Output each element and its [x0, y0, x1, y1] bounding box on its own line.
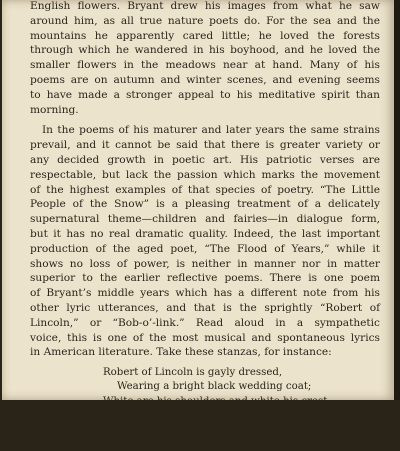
poem-stanza [103, 366, 380, 451]
text-line: to have made a stronger appeal to his meditative spirit than [30, 88, 380, 101]
text-line: shows no loss of power, is neither in manner nor in matter [30, 257, 380, 270]
text-line: through which he wandered in his boyhood, and he loved the [30, 44, 380, 57]
text-line: supernatural theme—children and fairies—in dialogue form, [30, 213, 380, 226]
text-line: respectable, but lack the passion which marks the movement [30, 168, 380, 181]
text-line: production of the aged poet, “The Flood of Years,” while it [30, 242, 380, 255]
text-line: around him, as all true nature poets do. For the sea and the [30, 14, 380, 27]
poem-line: Robert of Lincoln is gayly dressed, [103, 367, 283, 379]
text-line: smaller flowers in the meadows near at hand. Many of his [30, 59, 380, 72]
text-line: of the highest examples of that species of poetry. “The Little [30, 183, 380, 196]
text-line: voice, this is one of the most musical and spontaneous lyrics [30, 331, 380, 344]
text-line: In the poems of his maturer and later years the same strains [42, 124, 380, 137]
book-page [2, 0, 396, 450]
text-line: in American literature. Take these stanzas, for instance: [30, 346, 332, 359]
page-text [30, 0, 380, 451]
paragraph-2 [30, 123, 380, 360]
text-line: prevail, and it cannot be said that there is greater variety or [30, 139, 380, 152]
poem-line: Hear him call in his merry note: [117, 409, 283, 421]
poem-line: White are his shoulders and white his crest, [103, 395, 331, 407]
text-line: English flowers. Bryant drew his images from what he saw [30, 0, 380, 12]
text-line: but it has no real dramatic quality. Indeed, the last important [30, 227, 380, 240]
text-line: of Bryant’s middle years which has a different note from his [30, 287, 380, 300]
text-line: Lincoln,” or “Bob-o’-link.” Read aloud in a sympathetic [30, 316, 380, 329]
text-line: any decided growth in poetic art. His patriotic verses are [30, 153, 380, 166]
book-spine-shadow [394, 0, 400, 400]
text-line: mountains he apparently cared little; he loved the forests [30, 29, 380, 42]
poem-line: Wearing a bright black wedding coat; [117, 381, 312, 393]
text-line: other lyric utterances, and that is the sprightly “Robert of [30, 301, 380, 314]
text-line: superior to the earlier reflective poems. There is one poem [30, 272, 380, 285]
poem-line: Bob-o’-link, bob-o’-link, [131, 423, 252, 435]
poem-line: Spink, spank, spink; [131, 438, 236, 450]
text-line: poems are on autumn and winter scenes, and evening seems [30, 73, 380, 86]
text-line: People of the Snow” is a pleasing treatment of a delicately [30, 198, 380, 211]
text-line: morning. [30, 103, 79, 116]
paragraph-1 [30, 0, 380, 117]
